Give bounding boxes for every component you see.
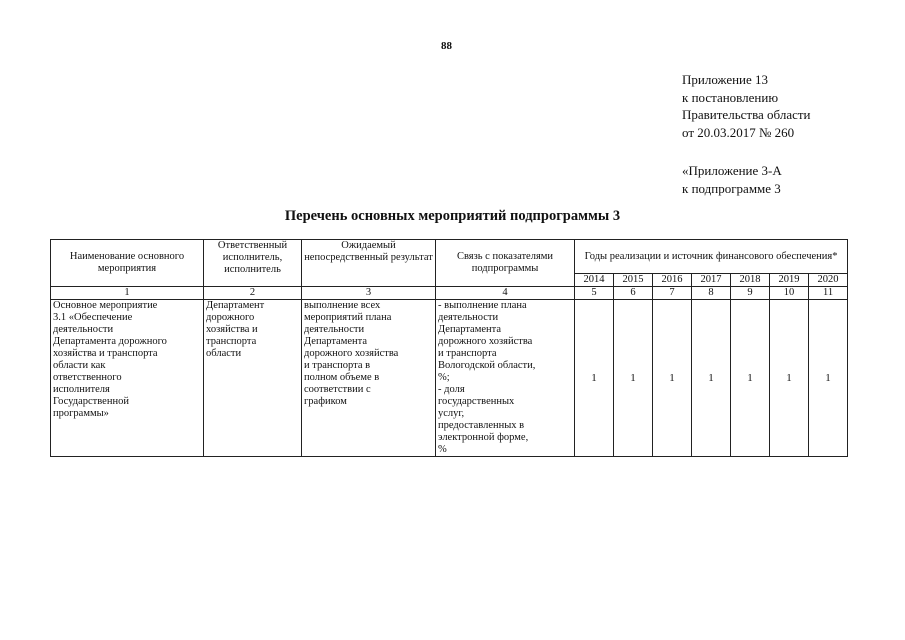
measures-table [50, 239, 848, 457]
year-cell: 2015 [614, 274, 653, 287]
cell-line: хозяйства и [206, 324, 258, 335]
cell-line: деятельности [53, 324, 114, 335]
table-row [51, 300, 848, 457]
year-cell: 2019 [770, 274, 809, 287]
cell-line: дорожного хозяйства [438, 336, 533, 347]
cell-line: % [438, 444, 447, 455]
appendix-block [682, 71, 811, 197]
document-title: Перечень основных мероприятий подпрограммы 3 [284, 208, 621, 224]
cell-line: дорожного [206, 312, 255, 323]
cell-result [302, 300, 436, 457]
column-number: 8 [692, 287, 731, 300]
cell-line: Департамент [206, 300, 265, 311]
cell-line: - выполнение плана [438, 300, 527, 311]
header-years-group: Годы реализации и источник финансового обеспечения* [575, 240, 848, 274]
cell-line: деятельности [438, 312, 499, 323]
column-number: 10 [770, 287, 809, 300]
cell-name [51, 300, 204, 457]
cell-line: 3.1 «Обеспечение [53, 312, 133, 323]
column-number: 3 [302, 287, 436, 300]
appendix-sub-line: «Приложение 3-А [682, 163, 782, 178]
column-number: 7 [653, 287, 692, 300]
year-cell: 2014 [575, 274, 614, 287]
header-result: Ожидаемый непосредственный результат [302, 240, 436, 287]
cell-line: электронной форме, [438, 432, 529, 443]
cell-line: государственных [438, 396, 515, 407]
appendix-line: Приложение 13 [682, 72, 769, 87]
cell-line: Государственной [53, 396, 129, 407]
cell-line: графиком [304, 396, 347, 407]
cell-executor [204, 300, 302, 457]
column-number: 5 [575, 287, 614, 300]
cell-line: соответствии с [304, 384, 371, 395]
cell-line: мероприятий плана [304, 312, 392, 323]
header-name: Наименование основного мероприятия [51, 240, 204, 287]
column-number: 11 [809, 287, 848, 300]
cell-line: предоставленных в [438, 420, 525, 431]
year-cell: 2018 [731, 274, 770, 287]
cell-line: и транспорта [438, 348, 497, 359]
cell-value-2016: 1 [653, 300, 692, 457]
cell-line: области как [53, 360, 106, 371]
cell-line: программы» [53, 408, 109, 419]
appendix-line: Правительства области [682, 107, 811, 122]
column-number: 2 [204, 287, 302, 300]
cell-line: хозяйства и транспорта [53, 348, 158, 359]
cell-line: Департамента [438, 324, 502, 335]
cell-line: Департамента [304, 336, 368, 347]
cell-line: деятельности [304, 324, 365, 335]
cell-line: Основное мероприятие [53, 300, 158, 311]
appendix-line: от 20.03.2017 № 260 [682, 124, 795, 140]
year-cell: 2020 [809, 274, 848, 287]
cell-line: дорожного хозяйства [304, 348, 399, 359]
cell-value-2018: 1 [731, 300, 770, 457]
cell-value-2019: 1 [770, 300, 809, 457]
cell-line: Вологодской области, [438, 360, 536, 371]
header-link: Связь с показателями подпрограммы [436, 240, 575, 287]
cell-line: области [206, 348, 242, 359]
page-number: 88 [441, 40, 452, 52]
cell-line: исполнителя [53, 384, 110, 395]
cell-line: %; [438, 372, 450, 383]
header-executor: Ответственный исполнитель, исполнитель [204, 240, 302, 287]
column-number: 9 [731, 287, 770, 300]
cell-line: и транспорта в [304, 360, 371, 371]
cell-line: услуг, [438, 408, 465, 419]
column-number: 6 [614, 287, 653, 300]
cell-value-2014: 1 [575, 300, 614, 457]
column-number: 1 [51, 287, 204, 300]
cell-value-2020: 1 [809, 300, 848, 457]
cell-line: - доля [438, 384, 465, 395]
appendix-line: к постановлению [682, 89, 779, 105]
cell-link [436, 300, 575, 457]
cell-line: выполнение всех [304, 300, 381, 311]
cell-line: ответственного [53, 372, 122, 383]
cell-value-2015: 1 [614, 300, 653, 457]
year-cell: 2017 [692, 274, 731, 287]
cell-line: полном объеме в [304, 372, 380, 383]
cell-line: Департамента дорожного [53, 336, 167, 347]
column-number: 4 [436, 287, 575, 300]
appendix-sub-line: к подпрограмме 3 [682, 180, 781, 196]
cell-line: транспорта [206, 336, 257, 347]
year-cell: 2016 [653, 274, 692, 287]
cell-value-2017: 1 [692, 300, 731, 457]
